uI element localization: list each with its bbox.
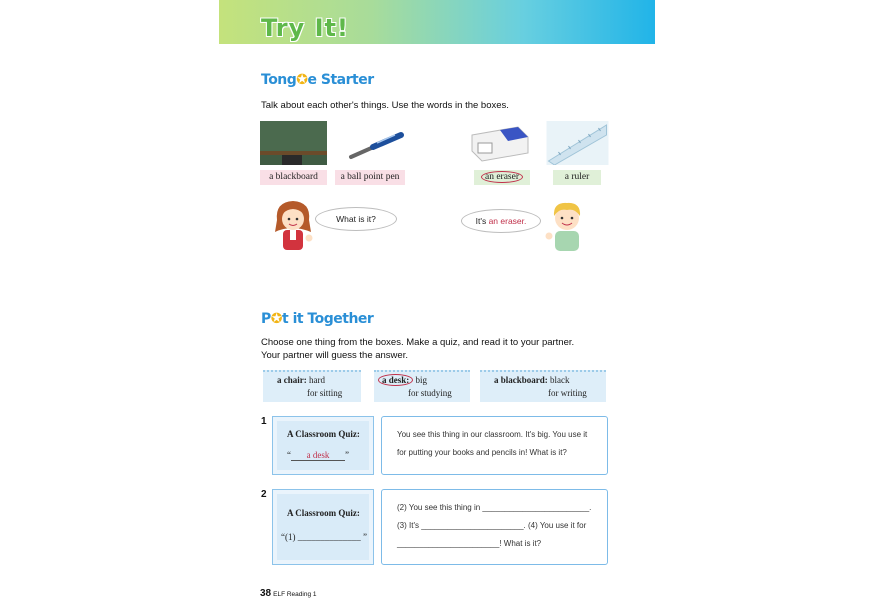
quiz1-title-box: A Classroom Quiz: “ a desk ” <box>272 416 374 475</box>
quiz-number-1: 1 <box>261 416 267 427</box>
speech-bubble-answer: It's an eraser. <box>461 209 541 233</box>
tongue-starter-title: Tong✪e Starter <box>261 72 374 88</box>
item-label-eraser: an eraser <box>474 170 530 185</box>
eraser-image <box>466 121 533 165</box>
page-banner <box>219 0 655 44</box>
word-box-blackboard: a blackboard: black for writing <box>480 370 606 402</box>
page-footer <box>260 588 317 599</box>
quiz2-text-box: (2) You see this thing in ________________________. (3) It's _______________________. (4) You use it for _______________________! What is it? <box>381 489 608 565</box>
item-label-blackboard: a blackboard <box>260 170 327 185</box>
star-icon: ✪ <box>296 72 308 88</box>
quiz2-title-box: A Classroom Quiz: “(1) ______________ ” <box>272 489 374 565</box>
quiz1-answer-line: “ a desk ” <box>287 450 349 460</box>
tongue-starter-instruction: Talk about each other's things. Use the words in the boxes. <box>261 100 509 111</box>
ruler-image <box>544 121 611 165</box>
banner-title: Try It! <box>261 14 349 42</box>
book-title: ELF Reading 1 <box>273 591 317 598</box>
workbook-page <box>219 0 655 612</box>
pen-image <box>343 121 410 165</box>
page-number: 38 <box>260 588 272 599</box>
item-label-ruler: a ruler <box>553 170 601 185</box>
star-icon: ✪ <box>270 311 282 327</box>
boy-illustration <box>543 198 591 252</box>
girl-illustration <box>271 198 317 252</box>
speech-bubble-question: What is it? <box>315 207 397 231</box>
blackboard-image <box>260 121 327 165</box>
put-it-together-title: P✪t it Together <box>261 311 374 327</box>
word-box-desk: a desk: big for studying <box>374 370 470 402</box>
put-it-together-instruction: Choose one thing from the boxes. Make a quiz, and read it to your partner. Your partner will guess the answer. <box>261 337 575 361</box>
word-box-chair: a chair: hard for sitting <box>263 370 361 402</box>
quiz1-text-box: You see this thing in our classroom. It's big. You use it for putting your books and pencils in! What is it? <box>381 416 608 475</box>
item-label-pen: a ball point pen <box>335 170 405 185</box>
quiz-number-2: 2 <box>261 489 267 500</box>
